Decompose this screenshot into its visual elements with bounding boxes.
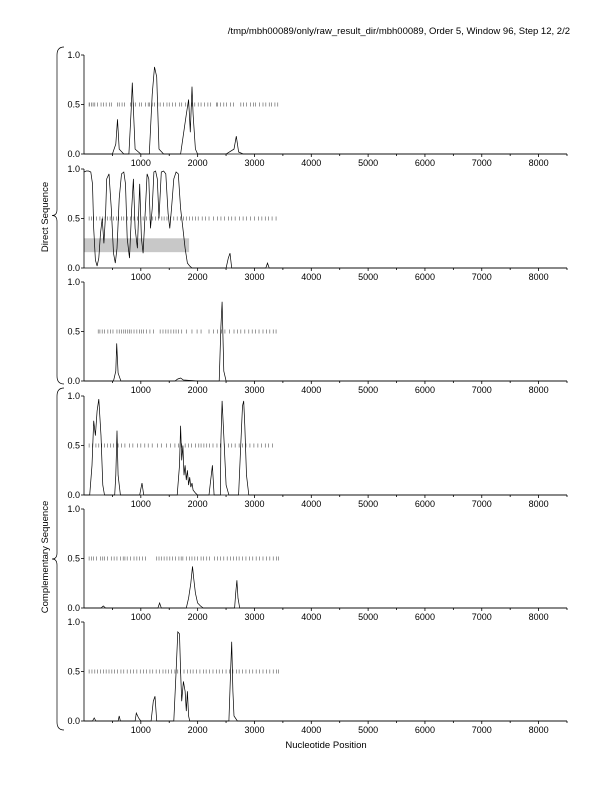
x-tick-label: 5000 (358, 499, 379, 509)
panel-5 (67, 504, 567, 622)
coding-probability-line (84, 399, 567, 495)
y-tick-label: 0.0 (67, 603, 80, 613)
x-tick-label: 5000 (358, 385, 379, 395)
x-tick-label: 2000 (187, 612, 208, 622)
complementary-sequence-label: Complementary Sequence (40, 500, 51, 614)
x-tick-label: 4000 (301, 158, 322, 168)
x-tick-label: 4000 (301, 272, 322, 282)
coding-probability-line (84, 302, 567, 381)
x-tick-label: 2000 (187, 158, 208, 168)
y-tick-label: 1.0 (67, 50, 80, 60)
x-tick-label: 7000 (471, 612, 492, 622)
coding-probability-line (84, 171, 567, 268)
x-tick-label: 4000 (301, 499, 322, 509)
x-tick-label: 6000 (414, 612, 435, 622)
x-tick-label: 8000 (528, 385, 549, 395)
x-tick-label: 7000 (471, 725, 492, 735)
y-tick-label: 0.0 (67, 376, 80, 386)
panel-1 (67, 50, 567, 168)
y-tick-label: 1.0 (67, 164, 80, 174)
x-tick-label: 7000 (471, 272, 492, 282)
complementary-sequence-bracket (52, 388, 64, 730)
x-tick-label: 2000 (187, 499, 208, 509)
x-tick-label: 7000 (471, 158, 492, 168)
x-tick-label: 6000 (414, 158, 435, 168)
x-tick-label: 7000 (471, 385, 492, 395)
panel-4 (67, 391, 567, 509)
direct-sequence-label: Direct Sequence (40, 181, 51, 253)
x-tick-label: 4000 (301, 385, 322, 395)
x-tick-label: 3000 (244, 612, 265, 622)
x-tick-label: 8000 (528, 158, 549, 168)
coding-probability-line (84, 566, 567, 608)
x-tick-label: 3000 (244, 158, 265, 168)
x-tick-label: 2000 (187, 385, 208, 395)
x-tick-label: 3000 (244, 272, 265, 282)
y-tick-label: 0.0 (67, 490, 80, 500)
panels-group (67, 50, 567, 735)
x-tick-label: 2000 (187, 272, 208, 282)
x-tick-label: 1000 (130, 272, 151, 282)
x-tick-label: 6000 (414, 385, 435, 395)
x-tick-label: 4000 (301, 725, 322, 735)
x-tick-label: 7000 (471, 499, 492, 509)
x-tick-label: 8000 (528, 612, 549, 622)
y-tick-label: 0.5 (67, 553, 80, 564)
y-tick-label: 1.0 (67, 504, 80, 514)
x-axis-label: Nucleotide Position (285, 740, 367, 751)
y-tick-label: 0.0 (67, 149, 80, 159)
x-tick-label: 1000 (130, 612, 151, 622)
x-tick-label: 8000 (528, 725, 549, 735)
x-tick-label: 1000 (130, 158, 151, 168)
y-tick-label: 0.0 (67, 263, 80, 273)
y-tick-label: 0.5 (67, 666, 80, 677)
x-tick-label: 6000 (414, 272, 435, 282)
x-tick-label: 5000 (358, 612, 379, 622)
y-tick-label: 0.0 (67, 716, 80, 726)
x-tick-label: 6000 (414, 499, 435, 509)
x-tick-label: 1000 (130, 725, 151, 735)
y-tick-label: 0.5 (67, 213, 80, 224)
x-tick-label: 2000 (187, 725, 208, 735)
y-tick-label: 1.0 (67, 391, 80, 401)
x-tick-label: 5000 (358, 158, 379, 168)
x-tick-label: 1000 (130, 385, 151, 395)
x-tick-label: 8000 (528, 272, 549, 282)
y-tick-label: 0.5 (67, 440, 80, 451)
x-tick-label: 4000 (301, 612, 322, 622)
direct-sequence-bracket (52, 47, 64, 384)
y-tick-label: 1.0 (67, 617, 80, 627)
y-tick-label: 0.5 (67, 99, 80, 110)
coding-probability-line (84, 67, 567, 154)
coding-probability-line (84, 632, 567, 721)
x-tick-label: 5000 (358, 725, 379, 735)
x-tick-label: 3000 (244, 499, 265, 509)
figure-title: /tmp/mbh00089/only/raw_result_dir/mbh00089, Order 5, Window 96, Step 12, 2/2 (227, 26, 570, 37)
x-tick-label: 8000 (528, 499, 549, 509)
x-tick-label: 3000 (244, 725, 265, 735)
y-tick-label: 0.5 (67, 326, 80, 337)
y-tick-label: 1.0 (67, 277, 80, 287)
panel-6 (67, 617, 567, 735)
x-tick-label: 3000 (244, 385, 265, 395)
strand-brackets (52, 47, 64, 730)
x-tick-label: 1000 (130, 499, 151, 509)
x-tick-label: 5000 (358, 272, 379, 282)
panel-3 (67, 277, 567, 395)
x-tick-label: 6000 (414, 725, 435, 735)
panel-2 (67, 164, 567, 282)
